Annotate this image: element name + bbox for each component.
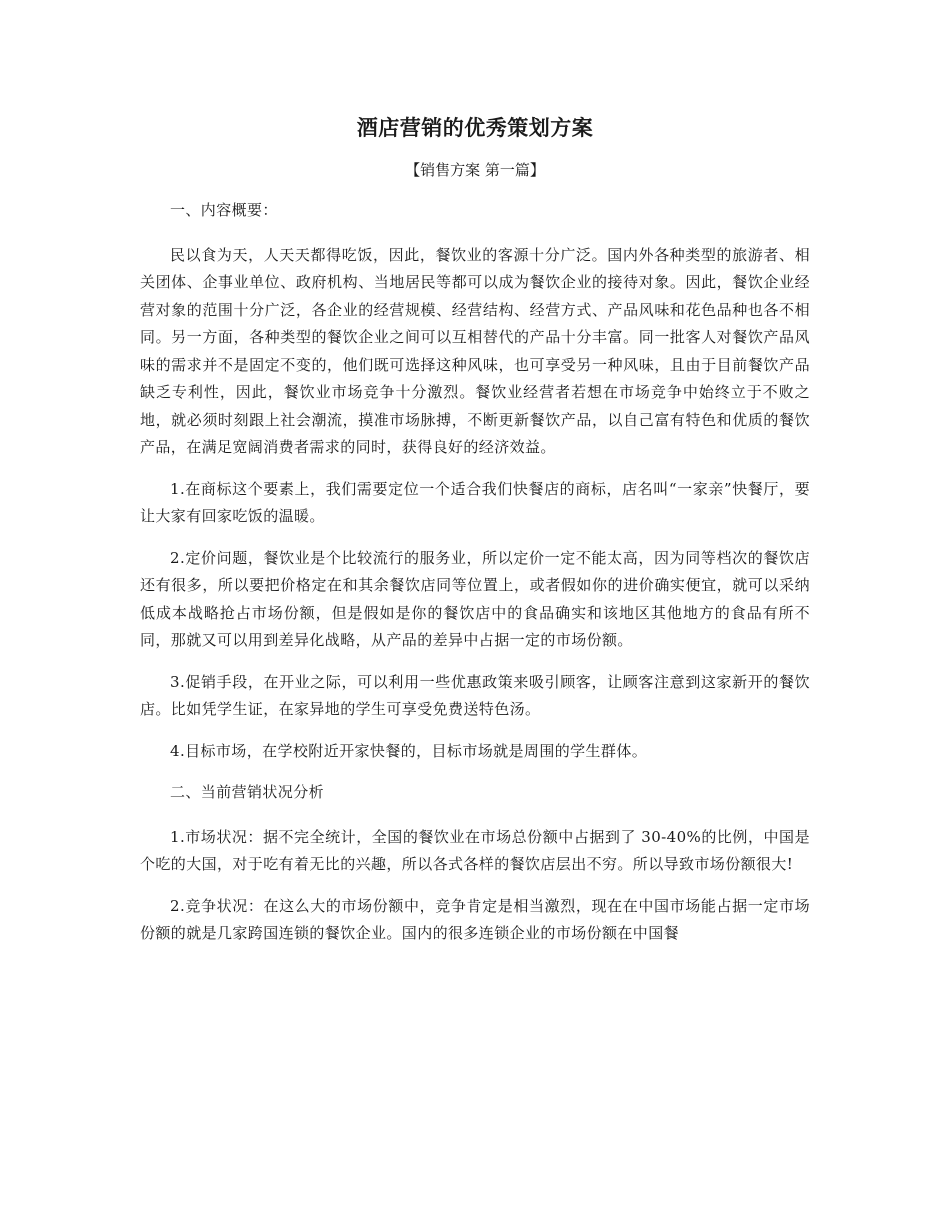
section-heading-analysis: 二、当前营销状况分析 xyxy=(170,783,325,801)
document-body xyxy=(140,108,810,962)
paragraph-competition: 2.竞争状况：在这么大的市场份额中，竞争肯定是相当激烈，现在在中国市场能占据一定市场份额的就是几家跨国连锁的餐饮企业。国内的很多连锁企业的市场份额在中国餐 xyxy=(140,896,810,942)
paragraph-intro: 民以食为天，人天天都得吃饭，因此，餐饮业的客源十分广泛。国内外各种类型的旅游者、相关团体、企事业单位、政府机构、当地居民等都可以成为餐饮企业的接待对象。因此，餐饮企业经营对象的范围十分广泛，各企业的经营规模、经营结构、经营方式、产品风味和花色品种也各不相同。另一方面，各种类型的餐饮企业之间可以互相替代的产品十分丰富。同一批客人对餐饮产品风味的需求并不是固定不变的，他们既可选择这种风味，也可享受另一种风味，且由于目前餐饮产品缺乏专利性，因此，餐饮业市场竞争十分激烈。餐饮业经营者若想在市场竞争中始终立于不败之地，就必须时刻跟上社会潮流，摸准市场脉搏，不断更新餐饮产品，以自己富有特色和优质的餐饮产品，在满足宽阔消费者需求的同时，获得良好的经济效益。 xyxy=(140,245,810,456)
paragraph-target-market: 4.目标市场，在学校附近开家快餐的，目标市场就是周围的学生群体。 xyxy=(170,741,648,760)
paragraph-promotion: 3.促销手段，在开业之际，可以利用一些优惠政策来吸引顾客，让顾客注意到这家新开的餐饮店。比如凭学生证，在家异地的学生可享受免费送特色汤。 xyxy=(140,672,810,718)
paragraph-market-status: 1.市场状况：据不完全统计，全国的餐饮业在市场总份额中占据到了 30-40%的比例，中国是个吃的大国，对于吃有着无比的兴趣，所以各式各样的餐饮店层出不穷。所以导致市场份额很大! xyxy=(140,827,810,873)
document-title: 酒店营销的优秀策划方案 xyxy=(356,115,594,140)
section-heading-overview: 一、内容概要： xyxy=(170,201,278,219)
paragraph-trademark: 1.在商标这个要素上，我们需要定位一个适合我们快餐店的商标，店名叫“一家亲”快餐厅，要让大家有回家吃饭的温暖。 xyxy=(140,479,810,525)
document-subtitle: 【销售方案 第一篇】 xyxy=(405,161,545,179)
paragraph-pricing: 2.定价问题，餐饮业是个比较流行的服务业，所以定价一定不能太高，因为同等档次的餐饮店还有很多，所以要把价格定在和其余餐饮店同等位置上，或者假如你的进价确实便宜，就可以采纳低成本战略抢占市场份额，但是假如是你的餐饮店中的食品确实和该地区其他地方的食品有所不同，那就又可以用到差异化战略，从产品的差异中占据一定的市场份额。 xyxy=(140,548,810,649)
